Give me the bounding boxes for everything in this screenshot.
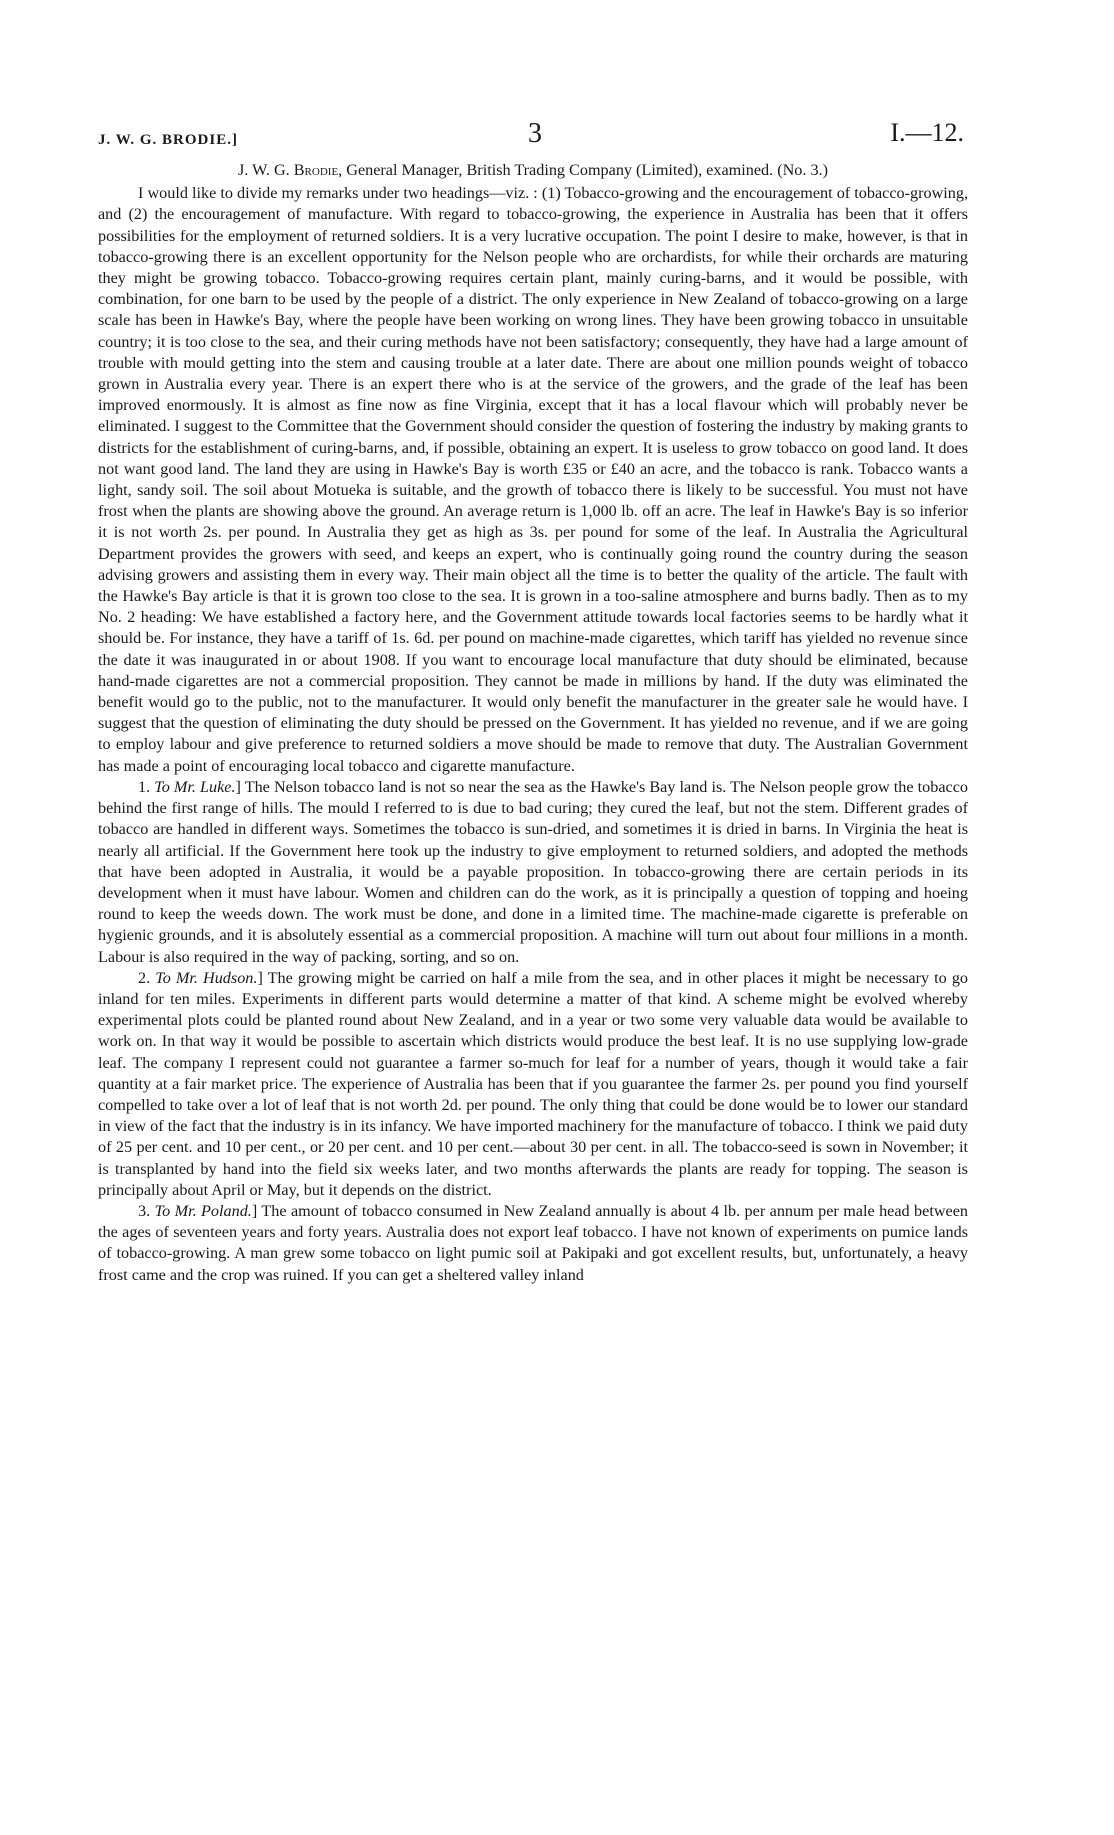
paper-reference: I.—12. xyxy=(890,118,964,147)
witness-heading xyxy=(98,160,968,181)
question-addressee: To Mr. Poland. xyxy=(154,1201,252,1220)
witness-description: General Manager, British Trading Company (Limited), examined. (No. 3.) xyxy=(342,161,828,179)
question-number: 2. xyxy=(138,968,156,987)
question-number: 3. xyxy=(138,1201,155,1220)
question-addressee: To Mr. Hudson. xyxy=(155,968,258,987)
paragraph-text: ] The Nelson tobacco land is not so near the sea as the Hawke's Bay land is. The Nelson people grow the tobacco behind the first range of hills. The mould I referred to is due to bad curing; they cured the leaf, but not the stem. Different grades of tobacco are handled in different ways. Sometimes the tobacco is sun-dried, and sometimes it is dried in barns. In Virginia the heat is nearly all artificial. If the Government here took up the industry to give employment to returned soldiers, and adopted the methods that have been adopted in Australia, it would be a payable proposition. In tobacco-growing there are certain periods in its development when it must have labour. Women and children can do the work, as it is principally a question of topping and hoeing round to keep the weeds down. The work must be done, and done in a limited time. The machine-made cigarette is preferable on hygienic grounds, and it is absolutely essential as a commercial proposition. A machine will turn out about four millions in a month. Labour is also required in the way of packing, sorting, and so on. xyxy=(98,777,968,966)
paragraph-text: I would like to divide my remarks under two headings—viz. : (1) Tobacco-growing and the encouragement of tobacco-growing, and (2) the encouragement of manufacture. With regard to tobacco-growing, the experience in Australia has been that it offers possibilities for the employment of returned soldiers. It is a very lucrative occupation. The point I desire to make, however, is that in tobacco-growing there is an excellent opportunity for the Nelson people who are orchardists, for while their orchards are maturing they might be growing tobacco. Tobacco-growing requires certain plant, mainly curing-barns, and it would be possible, with combination, for one barn to be used by the people of a district. The only experience in New Zealand of tobacco-growing on a large scale has been in Hawke's Bay, where the people have been working on wrong lines. They have been growing tobacco in unsuitable country; it is too close to the sea, and their curing methods have not been satisfactory; consequently, they have had a large amount of trouble with mould getting into the stem and causing trouble at a later date. There are about one million pounds weight of tobacco grown in Australia every year. There is an expert there who is at the service of the growers, and the grade of the leaf has been improved enormously. It is almost as fine now as fine Virginia, except that it has a local flavour which will probably never be eliminated. I suggest to the Committee that the Government should consider the question of fostering the industry by making grants to districts for the establishment of curing-barns, and, if possible, obtaining an expert. It is useless to grow tobacco on good land. It does not want good land. The land they are using in Hawke's Bay is worth £35 or £40 an acre, and the tobacco is rank. Tobacco wants a light, sandy soil. The soil about Motueka is suitable, and the growth of tobacco there is likely to be successful. You must not have frost when the plants are showing above the ground. An average return is 1,000 lb. off an acre. The leaf in Hawke's Bay is so inferior it is not worth 2s. per pound. In Australia they get as high as 3s. per pound for some of the leaf. In Australia the Agricultural Department provides the growers with seed, and keeps an expert, who is continually going round the country during the season advising growers and assisting them in every way. Their main object all the time is to better the quality of the article. The fault with the Hawke's Bay article is that it is grown too close to the sea. It is grown in a too-saline atmosphere and burns badly. Then as to my No. 2 heading: We have established a factory here, and the Government attitude towards local factories seems to be hardly what it should be. For instance, they have a tariff of 1s. 6d. per pound on machine-made cigarettes, which tariff has yielded no revenue since the date it was inaugurated in or about 1908. If you want to encourage local manufacture that duty should be eliminated, because hand-made cigarettes are not a commercial proposition. They cannot be made in millions by hand. If the duty was eliminated the benefit would go to the public, not to the manufacturer. It would only benefit the manufacturer in the greater sale he would have. I suggest that the question of eliminating the duty should be pressed on the Government. It has yielded no revenue, and if we are going to employ labour and give preference to returned soldiers a move should be made to remove that duty. The Australian Government has made a point of encouraging local tobacco and cigarette manufacture. xyxy=(98,184,968,775)
page-header xyxy=(98,118,964,158)
paragraph-opening-statement xyxy=(98,183,968,777)
paragraph-question-1 xyxy=(98,777,968,968)
paragraph-question-3 xyxy=(98,1201,968,1286)
question-number: 1. xyxy=(138,777,155,796)
page-number: 3 xyxy=(528,118,542,149)
document-body xyxy=(98,160,968,1286)
witness-name: J. W. G. Brodie, xyxy=(237,161,343,179)
paragraph-question-2 xyxy=(98,968,968,1201)
header-witness-name: J. W. G. BRODIE.] xyxy=(98,132,238,148)
paragraph-text: ] The amount of tobacco consumed in New Zealand annually is about 4 lb. per annum per male head between the ages of seventeen years and forty years. Australia does not export leaf tobacco. I have not known of experiments on pumice lands of tobacco-growing. A man grew some tobacco on light pumic soil at Pakipaki and got excellent results, but, unfortunately, a heavy frost came and the crop was ruined. If you can get a sheltered valley inland xyxy=(98,1201,968,1284)
question-addressee: To Mr. Luke. xyxy=(154,777,236,796)
paragraph-text: ] The growing might be carried on half a mile from the sea, and in other places it might be necessary to go inland for ten miles. Experiments in different parts would determine a matter of that kind. A scheme might be evolved whereby experimental plots could be planted round about New Zealand, and in a year or two some very valuable data would be available to work on. In that way it would be possible to ascertain which districts would produce the best leaf. It is no use supplying low-grade leaf. The company I represent could not guarantee a farmer so-much for leaf for a number of years, though it would take a fair quantity at a fair market price. The experience of Australia has been that if you guarantee the farmer 2s. per pound you find yourself compelled to take over a lot of leaf that is not worth 2d. per pound. The only thing that could be done would be to lower our standard in view of the fact that the industry is in its infancy. We have imported machinery for the manufacture of tobacco. I think we paid duty of 25 per cent. and 10 per cent., or 20 per cent. and 10 per cent.—about 30 per cent. in all. The tobacco-seed is sown in November; it is transplanted by hand into the field six weeks later, and two months afterwards the plants are ready for topping. The season is principally about April or May, but it depends on the district. xyxy=(98,968,969,1199)
